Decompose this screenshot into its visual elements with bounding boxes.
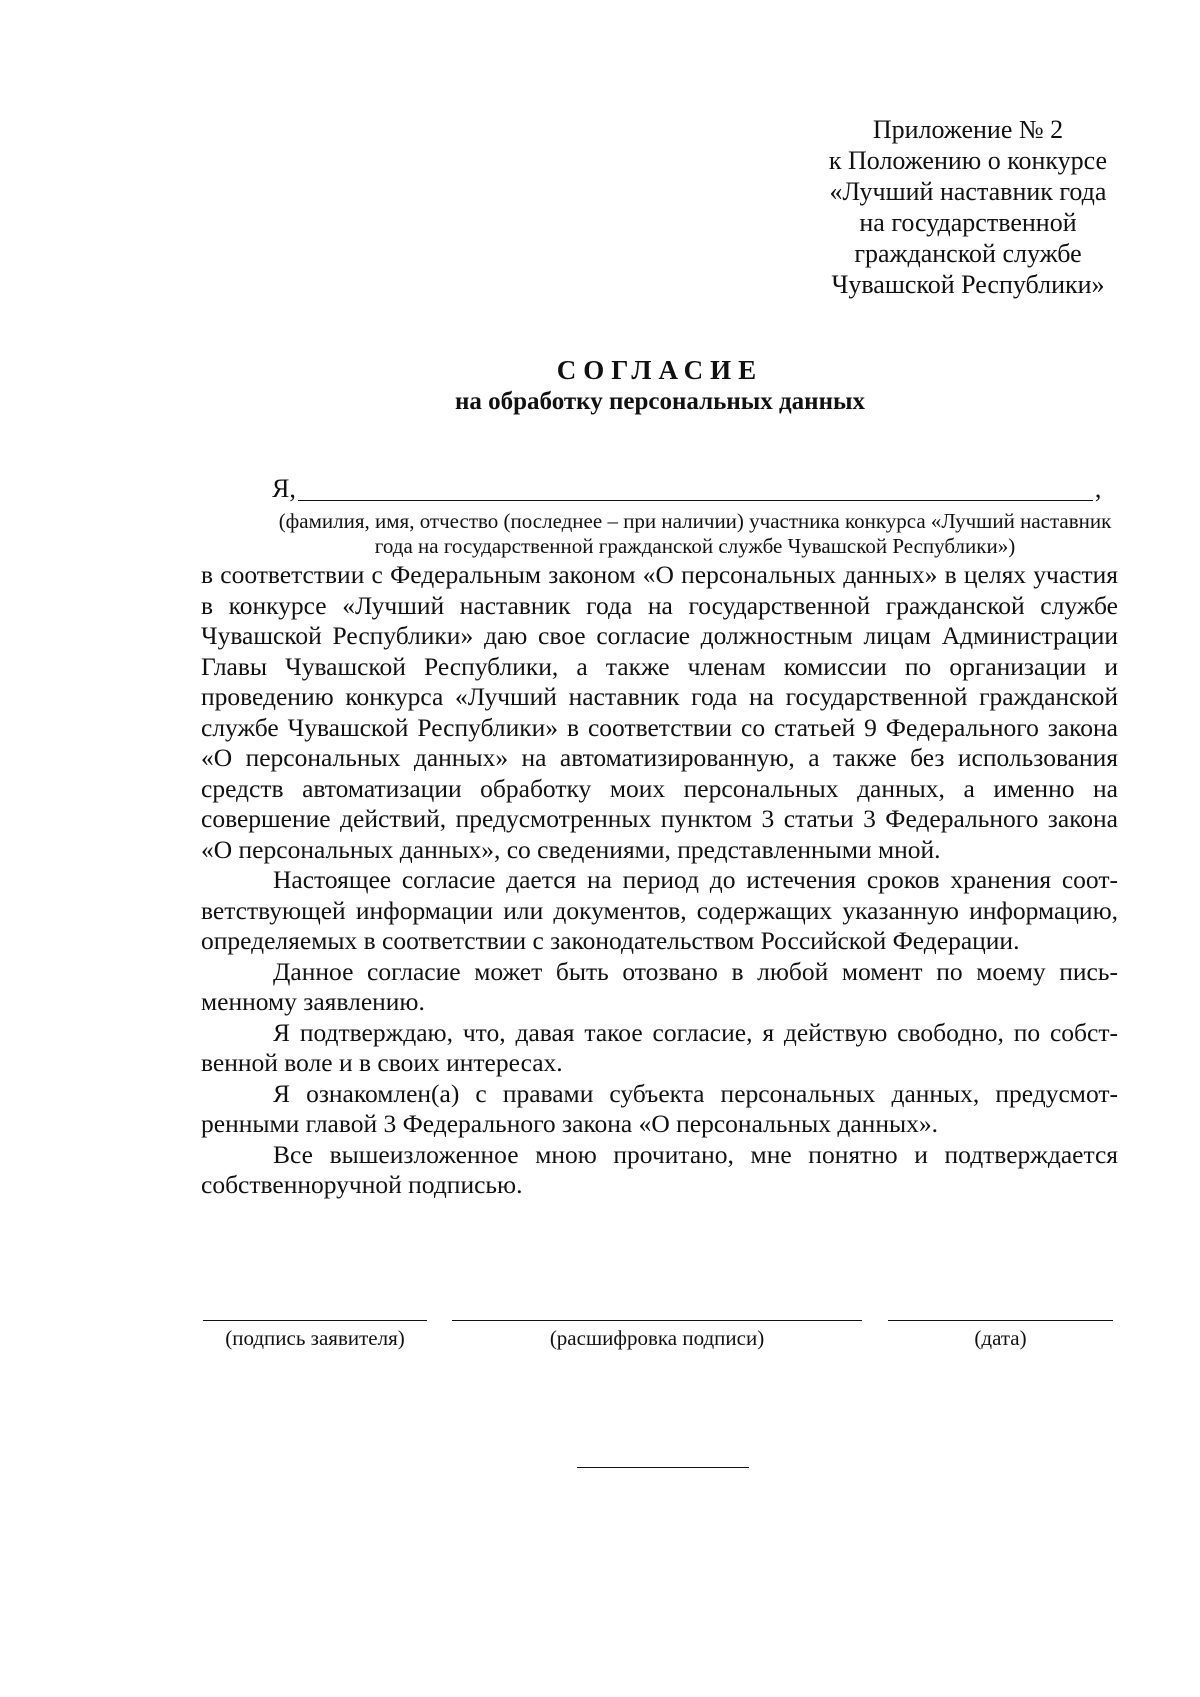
date-caption: (дата) bbox=[974, 1326, 1027, 1350]
signature-transcript-line[interactable] bbox=[452, 1320, 862, 1321]
name-field-caption: (фамилия, имя, отчество (последнее – при наличии) участника конкурса «Лучший наставник года на государственной гражданской службе Чувашской Республики») bbox=[278, 509, 1112, 558]
document-title: СОГЛАСИЕ bbox=[556, 355, 764, 385]
appendix-line: Чувашской Республики» bbox=[831, 270, 1105, 299]
appendix-line: гражданской службе bbox=[854, 239, 1082, 268]
appendix-header bbox=[818, 114, 1118, 300]
body-paragraph: Данное согласие может быть отозвано в любой момент по моему письменному заявлению. bbox=[201, 956, 1118, 1016]
name-field-suffix: , bbox=[1094, 474, 1102, 503]
signature-caption: (подпись заявителя) bbox=[225, 1326, 405, 1350]
footer-divider bbox=[577, 1467, 749, 1468]
body-paragraph: в соответствии с Федеральным законом «О персональных данных» в целях участия в конкурсе «Лучший наставник года на государственной гражданской службе Чувашской Республики» даю свое согласие должностным лицам Администрации Главы Чувашской Республики, а также членам комиссии по организации и проведению конкурса «Лучший наставник года на государственной гражданской службе Чувашской Республики» в соответствии со статьей 9 Федерального закона «О персональных данных» на автоматизированную, а также без использования средств автоматизации обработку моих персональных данных, а именно на совершение действий, предусмотренных пунктом 3 статьи 3 Федерального закона «О персональных данных», со сведениями, представленными мной. bbox=[201, 560, 1118, 864]
body-paragraph: Все вышеизложенное мною прочитано, мне понятно и подтверждается собственноручной подписью. bbox=[201, 1139, 1118, 1199]
body-paragraph: Я подтверждаю, что, давая такое согласие, я действую свободно, по собственной воле и в своих интересах. bbox=[201, 1017, 1118, 1077]
body-paragraph: Я ознакомлен(а) с правами субъекта персональных данных, предусмотренными главой 3 Федерального закона «О персональных данных». bbox=[201, 1078, 1118, 1138]
signature-transcript-caption: (расшифровка подписи) bbox=[549, 1326, 765, 1350]
appendix-line: Приложение № 2 bbox=[872, 115, 1064, 144]
appendix-line: на государственной bbox=[859, 208, 1077, 237]
name-field-line bbox=[272, 474, 1101, 504]
body-paragraph: Настоящее согласие дается на период до истечения сроков хранения соответствующей информации или документов, содержащих указанную информацию, определяемых в соответствии с законодательством Российской Федерации. bbox=[201, 865, 1118, 955]
consent-body bbox=[201, 560, 1118, 1201]
document-subtitle: на обработку персональных данных bbox=[455, 388, 865, 415]
appendix-line: «Лучший наставник года bbox=[829, 177, 1107, 206]
date-line[interactable] bbox=[888, 1320, 1113, 1321]
name-field-prefix: Я, bbox=[272, 474, 296, 503]
appendix-line: к Положению о конкурсе bbox=[828, 146, 1108, 175]
signature-line[interactable] bbox=[203, 1320, 427, 1321]
name-field-blank[interactable] bbox=[298, 474, 1093, 501]
